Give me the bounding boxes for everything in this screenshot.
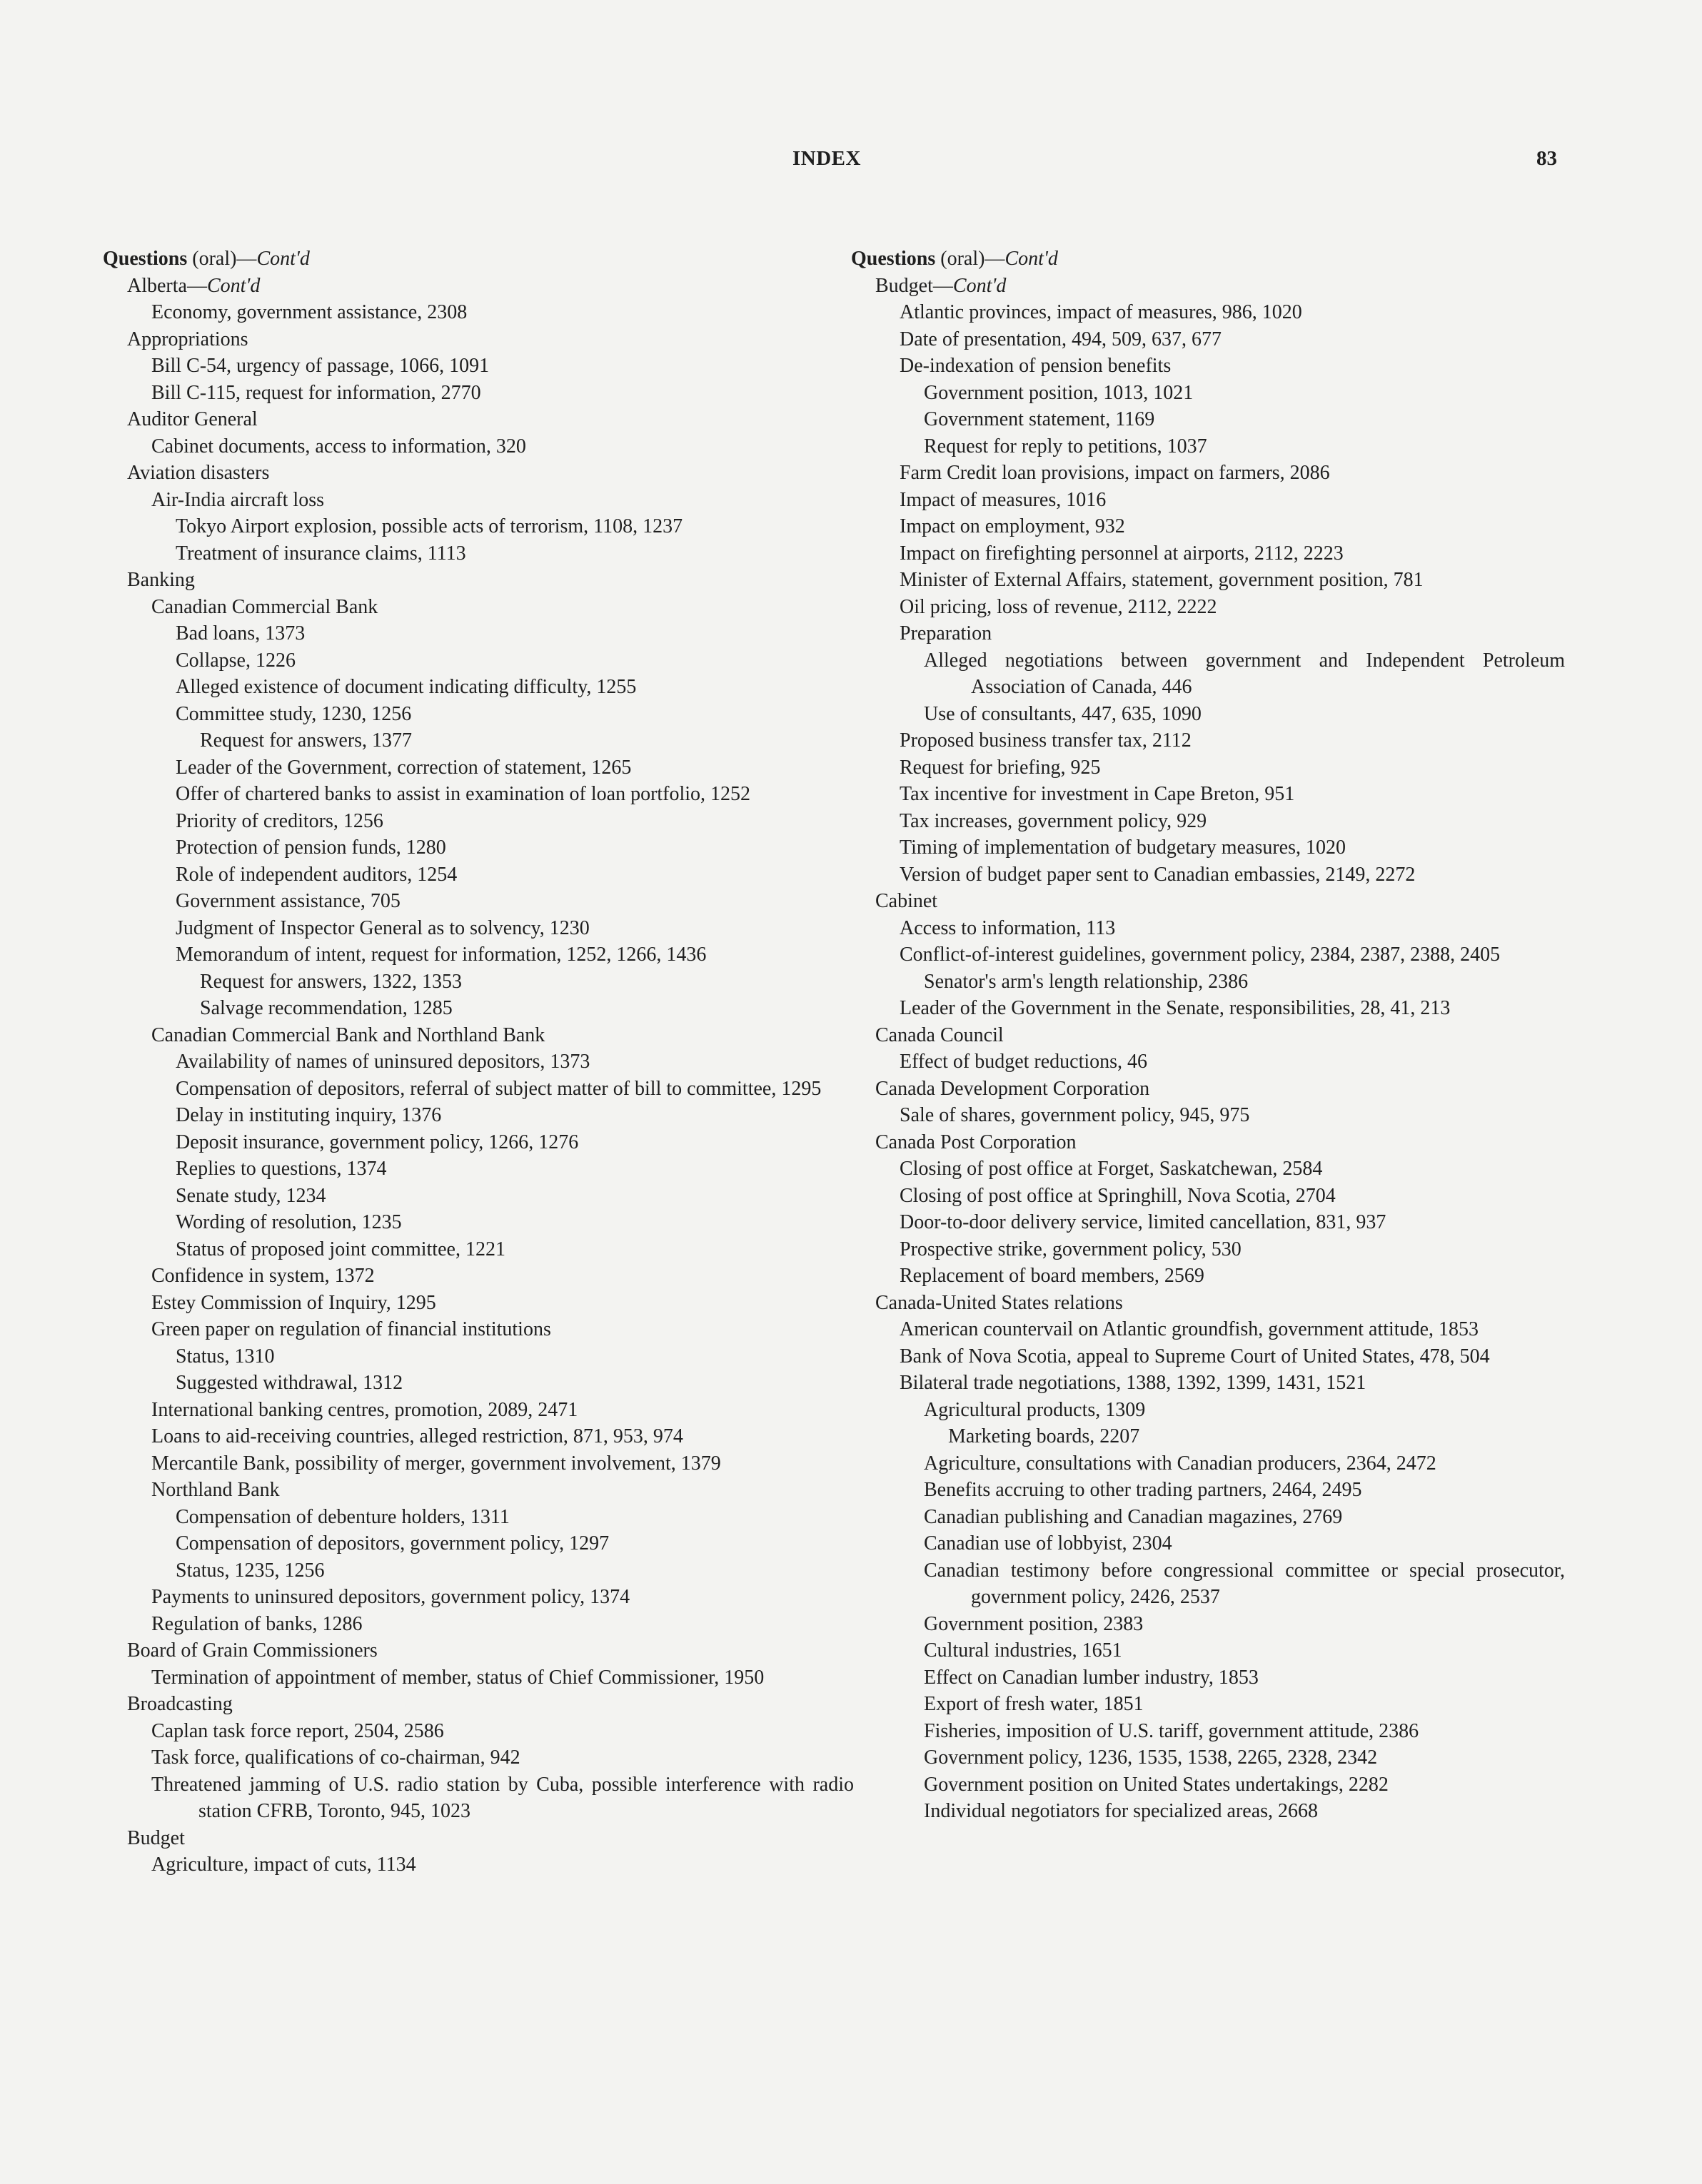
index-entry <box>151 353 854 380</box>
index-entry-text: Wording of resolution, 1235 <box>176 1211 402 1233</box>
index-entry-text: Marketing boards, 2207 <box>948 1425 1140 1447</box>
index-entry <box>151 1290 854 1317</box>
index-entry-text: Government position, 2383 <box>924 1612 1144 1635</box>
index-entry <box>176 754 854 782</box>
index-entry <box>900 460 1565 487</box>
index-entry <box>924 1450 1565 1477</box>
index-entry-text: Treatment of insurance claims, 1113 <box>176 542 466 565</box>
index-entry-text: Green paper on regulation of financial institutions <box>151 1318 551 1340</box>
index-entry-text: American countervail on Atlantic groundfish, government attitude, 1853 <box>900 1318 1479 1340</box>
index-entry-text: Estey Commission of Inquiry, 1295 <box>151 1291 436 1314</box>
index-entry <box>176 1076 854 1103</box>
index-entry <box>900 1048 1565 1076</box>
index-entry-text: Caplan task force report, 2504, 2586 <box>151 1719 444 1742</box>
index-entry <box>924 1477 1565 1504</box>
index-entry <box>200 995 854 1022</box>
index-entry <box>924 433 1565 460</box>
index-entry-text: Effect of budget reductions, 46 <box>900 1051 1148 1073</box>
index-entry-text: Offer of chartered banks to assist in examination of loan portfolio, 1252 <box>176 783 751 805</box>
index-entry <box>900 754 1565 782</box>
index-entry-text: Deposit insurance, government policy, 1266, 1276 <box>176 1131 579 1153</box>
index-entry <box>176 1129 854 1156</box>
index-entry-text: Suggested withdrawal, 1312 <box>176 1372 403 1394</box>
index-entry-text: Request for briefing, 925 <box>900 756 1101 779</box>
index-entry <box>900 1156 1565 1183</box>
index-entry <box>127 460 854 487</box>
index-entry <box>176 808 854 835</box>
index-entry-text: Banking <box>127 569 195 591</box>
index-entry <box>900 353 1565 380</box>
index-entry-text: Budget— <box>875 274 953 297</box>
index-entry <box>900 861 1565 889</box>
index-entry <box>127 1825 854 1852</box>
index-entry-text: Government policy, 1236, 1535, 1538, 2265, 2328, 2342 <box>924 1746 1378 1769</box>
index-entry <box>924 969 1565 996</box>
index-entry <box>176 1183 854 1210</box>
index-entry-text: Alleged existence of document indicating difficulty, 1255 <box>176 676 637 698</box>
index-entry <box>900 620 1565 647</box>
index-entry <box>151 487 854 514</box>
index-entry <box>900 995 1565 1022</box>
index-entry <box>900 1183 1565 1210</box>
index-entry-text: Fisheries, imposition of U.S. tariff, government attitude, 2386 <box>924 1719 1419 1742</box>
index-entry <box>151 1718 854 1745</box>
index-entry-text: Impact on employment, 932 <box>900 515 1125 537</box>
index-entry-text: Government position on United States undertakings, 2282 <box>924 1773 1389 1796</box>
index-entry-text: Preparation <box>900 622 992 644</box>
index-entry-text: Board of Grain Commissioners <box>127 1639 378 1662</box>
index-entry-text: Canada Development Corporation <box>875 1077 1150 1100</box>
index-entry <box>151 1022 854 1049</box>
index-entry <box>151 1450 854 1477</box>
index-entry-text: Government assistance, 705 <box>176 890 401 912</box>
index-entry <box>875 1129 1565 1156</box>
index-entry-text: Cultural industries, 1651 <box>924 1639 1122 1662</box>
index-entry-text: Salvage recommendation, 1285 <box>200 997 453 1019</box>
index-entry-text: Task force, qualifications of co-chairman, 942 <box>151 1746 520 1769</box>
index-entry <box>176 1236 854 1263</box>
index-entry-text: Door-to-door delivery service, limited cancellation, 831, 937 <box>900 1211 1386 1233</box>
index-entry-text: Senator's arm's length relationship, 2386 <box>924 970 1249 993</box>
index-entry-text: Economy, government assistance, 2308 <box>151 301 468 323</box>
index-entry-text: Northland Bank <box>151 1479 280 1501</box>
index-entry-text: Sale of shares, government policy, 945, 975 <box>900 1104 1250 1126</box>
index-entry-text: Role of independent auditors, 1254 <box>176 863 458 886</box>
index-entry-text: Agriculture, impact of cuts, 1134 <box>151 1854 416 1876</box>
index-entry-text: Bill C-54, urgency of passage, 1066, 1091 <box>151 355 490 377</box>
index-entry <box>127 1637 854 1664</box>
index-entry <box>176 1048 854 1076</box>
index-entry-text: Request for reply to petitions, 1037 <box>924 435 1207 457</box>
index-entry <box>176 1530 854 1557</box>
index-entry-text: Payments to uninsured depositors, government policy, 1374 <box>151 1586 630 1608</box>
heading-cont: Cont'd <box>256 248 310 270</box>
index-entry <box>176 1343 854 1370</box>
index-entry-text: Effect on Canadian lumber industry, 1853 <box>924 1666 1259 1689</box>
index-entry-text: Aviation disasters <box>127 462 270 484</box>
index-entry <box>924 1530 1565 1557</box>
index-entry-text: Use of consultants, 447, 635, 1090 <box>924 702 1202 725</box>
index-entry-text: Threatened jamming of U.S. radio station by Cuba, possible interference with radio station CFRB, Toronto, 945, 1023 <box>151 1773 854 1822</box>
index-entry-text: Replacement of board members, 2569 <box>900 1265 1204 1287</box>
index-entry <box>127 406 854 433</box>
index-entry-text: Compensation of debenture holders, 1311 <box>176 1505 510 1528</box>
index-entry-text: Prospective strike, government policy, 530 <box>900 1238 1242 1260</box>
index-entry <box>900 915 1565 942</box>
index-entry <box>924 1771 1565 1799</box>
index-entry-text: Proposed business transfer tax, 2112 <box>900 729 1192 752</box>
index-entry <box>900 540 1565 567</box>
heading-label: Questions <box>103 248 188 270</box>
index-entry-text: Memorandum of intent, request for information, 1252, 1266, 1436 <box>176 944 707 966</box>
index-column-left <box>103 246 854 1879</box>
index-entry-text: Agriculture, consultations with Canadian producers, 2364, 2472 <box>924 1452 1436 1475</box>
index-entry <box>176 915 854 942</box>
index-entry <box>900 487 1565 514</box>
index-entry-text: Status of proposed joint committee, 1221 <box>176 1238 505 1260</box>
index-entry <box>924 1637 1565 1664</box>
index-entry <box>875 1076 1565 1103</box>
index-entry <box>924 1798 1565 1825</box>
index-entry <box>176 1102 854 1129</box>
left-entry-list <box>103 273 854 1879</box>
index-entry-text: Canada-United States relations <box>875 1291 1123 1314</box>
index-entry <box>176 1370 854 1397</box>
column-heading <box>851 246 1565 273</box>
index-entry <box>924 1397 1565 1424</box>
index-entry-text: Delay in instituting inquiry, 1376 <box>176 1104 442 1126</box>
index-entry-text: Tax incentive for investment in Cape Breton, 951 <box>900 783 1295 805</box>
index-entry-text: Version of budget paper sent to Canadian embassies, 2149, 2272 <box>900 863 1416 886</box>
index-entry-text: Replies to questions, 1374 <box>176 1158 387 1180</box>
index-entry <box>176 674 854 701</box>
index-entry <box>176 1209 854 1236</box>
index-entry <box>875 273 1565 300</box>
index-entry <box>151 1744 854 1771</box>
index-entry <box>900 727 1565 754</box>
index-entry <box>924 1504 1565 1531</box>
index-entry <box>176 941 854 969</box>
index-entry <box>924 1718 1565 1745</box>
index-entry-text: Canadian use of lobbyist, 2304 <box>924 1532 1172 1554</box>
index-entry-text: Timing of implementation of budgetary measures, 1020 <box>900 836 1346 859</box>
index-entry <box>151 1771 854 1825</box>
index-entry <box>176 1156 854 1183</box>
index-entry-text: Agricultural products, 1309 <box>924 1398 1146 1421</box>
index-entry <box>900 808 1565 835</box>
heading-cont: Cont'd <box>1004 248 1058 270</box>
index-entry <box>176 513 854 540</box>
index-entry <box>200 727 854 754</box>
index-entry-text: Benefits accruing to other trading partners, 2464, 2495 <box>924 1479 1362 1501</box>
index-entry <box>151 1477 854 1504</box>
index-entry-text: Canadian Commercial Bank and Northland Bank <box>151 1023 545 1046</box>
index-entry <box>151 1263 854 1290</box>
index-entry-text: Minister of External Affairs, statement, government position, 781 <box>900 569 1424 591</box>
index-entry <box>900 1316 1565 1343</box>
index-entry-text: Tokyo Airport explosion, possible acts of terrorism, 1108, 1237 <box>176 515 683 537</box>
index-entry <box>176 861 854 889</box>
index-entry <box>151 594 854 621</box>
index-entry <box>900 1209 1565 1236</box>
index-entry-cont: Cont'd <box>206 274 261 297</box>
index-entry-text: Impact on firefighting personnel at airports, 2112, 2223 <box>900 542 1344 565</box>
index-entry <box>176 620 854 647</box>
index-entry-text: Status, 1235, 1256 <box>176 1559 325 1582</box>
index-entry-text: Request for answers, 1322, 1353 <box>200 970 463 993</box>
index-entry-text: Committee study, 1230, 1256 <box>176 702 412 725</box>
index-entry <box>924 1691 1565 1718</box>
index-entry-text: Cabinet documents, access to information, 320 <box>151 435 526 457</box>
index-entry-text: Bilateral trade negotiations, 1388, 1392, 1399, 1431, 1521 <box>900 1372 1366 1394</box>
index-entry-text: Export of fresh water, 1851 <box>924 1693 1144 1715</box>
index-entry-text: Closing of post office at Forget, Saskatchewan, 2584 <box>900 1158 1323 1180</box>
index-entry-text: Senate study, 1234 <box>176 1184 326 1207</box>
index-entry-text: Closing of post office at Springhill, Nova Scotia, 2704 <box>900 1184 1336 1207</box>
index-entry <box>924 701 1565 728</box>
index-entry-text: Air-India aircraft loss <box>151 488 325 511</box>
index-entry <box>900 834 1565 861</box>
index-entry-text: Priority of creditors, 1256 <box>176 809 383 832</box>
index-entry-text: Mercantile Bank, possibility of merger, government involvement, 1379 <box>151 1452 721 1475</box>
index-entry-text: Cabinet <box>875 890 938 912</box>
heading-suffix: (oral)— <box>935 248 1005 270</box>
index-entry <box>900 513 1565 540</box>
index-entry <box>900 1236 1565 1263</box>
index-entry <box>924 380 1565 407</box>
index-entry <box>176 540 854 567</box>
index-entry <box>924 1611 1565 1638</box>
column-heading <box>103 246 854 273</box>
index-entry <box>924 647 1565 701</box>
index-entry <box>127 326 854 353</box>
index-entry-text: Bank of Nova Scotia, appeal to Supreme Court of United States, 478, 504 <box>900 1345 1490 1367</box>
index-entry-text: Oil pricing, loss of revenue, 2112, 2222 <box>900 595 1217 618</box>
page-number: 83 <box>1536 147 1557 170</box>
index-entry <box>176 701 854 728</box>
index-entry <box>176 781 854 808</box>
index-entry-text: Conflict-of-interest guidelines, government policy, 2384, 2387, 2388, 2405 <box>900 944 1501 966</box>
index-entry-text: Alleged negotiations between government and Independent Petroleum Association of Canada, 446 <box>924 649 1565 698</box>
index-entry <box>176 647 854 674</box>
index-entry <box>924 1664 1565 1692</box>
index-entry-text: De-indexation of pension benefits <box>900 355 1172 377</box>
index-entry-text: Individual negotiators for specialized areas, 2668 <box>924 1800 1319 1822</box>
heading-label: Questions <box>851 248 936 270</box>
index-entry <box>924 1557 1565 1611</box>
index-entry <box>900 941 1565 969</box>
index-entry-text: Atlantic provinces, impact of measures, 986, 1020 <box>900 301 1302 323</box>
index-entry <box>176 1557 854 1584</box>
index-entry <box>875 888 1565 915</box>
index-entry <box>151 1664 854 1692</box>
index-column-right <box>851 246 1565 1825</box>
index-entry-text: Auditor General <box>127 408 258 430</box>
index-entry-text: Canada Post Corporation <box>875 1131 1077 1153</box>
index-entry-text: Farm Credit loan provisions, impact on farmers, 2086 <box>900 462 1330 484</box>
index-entry-text: Status, 1310 <box>176 1345 275 1367</box>
index-entry-text: Appropriations <box>127 328 248 350</box>
index-entry-text: Compensation of depositors, referral of subject matter of bill to committee, 1295 <box>176 1077 822 1100</box>
heading-suffix: (oral)— <box>187 248 257 270</box>
index-entry-text: Budget <box>127 1826 185 1849</box>
index-entry <box>924 1744 1565 1771</box>
index-entry-text: Alberta— <box>127 274 207 297</box>
index-entry <box>127 1691 854 1718</box>
index-entry <box>948 1423 1565 1450</box>
index-entry-text: Government statement, 1169 <box>924 408 1155 430</box>
index-entry <box>900 594 1565 621</box>
index-entry <box>127 273 854 300</box>
index-entry-text: Loans to aid-receiving countries, alleged restriction, 871, 953, 974 <box>151 1425 683 1447</box>
index-entry <box>151 1584 854 1611</box>
index-entry <box>176 834 854 861</box>
index-entry-text: Canadian testimony before congressional committee or special prosecutor, government policy, 2426, 2537 <box>924 1559 1565 1608</box>
index-entry <box>176 1504 854 1531</box>
index-entry <box>900 1343 1565 1370</box>
index-entry-text: Canada Council <box>875 1023 1004 1046</box>
index-entry-text: Canadian Commercial Bank <box>151 595 378 618</box>
index-entry-text: Termination of appointment of member, status of Chief Commissioner, 1950 <box>151 1666 765 1689</box>
index-entry <box>151 1423 854 1450</box>
index-entry-text: Judgment of Inspector General as to solvency, 1230 <box>176 916 590 939</box>
index-entry <box>151 1316 854 1343</box>
index-entry-text: Leader of the Government in the Senate, responsibilities, 28, 41, 213 <box>900 997 1451 1019</box>
index-entry <box>900 326 1565 353</box>
index-entry-text: Government position, 1013, 1021 <box>924 381 1194 404</box>
index-entry-text: Tax increases, government policy, 929 <box>900 809 1207 832</box>
index-entry <box>151 1851 854 1879</box>
index-entry-text: Bill C-115, request for information, 2770 <box>151 381 481 404</box>
index-entry-text: International banking centres, promotion, 2089, 2471 <box>151 1398 578 1421</box>
index-entry <box>900 1370 1565 1397</box>
index-entry <box>900 299 1565 326</box>
page-header <box>0 147 1702 183</box>
index-entry <box>900 567 1565 594</box>
index-entry <box>924 406 1565 433</box>
page-title: INDEX <box>792 147 861 170</box>
index-entry-text: Canadian publishing and Canadian magazines, 2769 <box>924 1505 1343 1528</box>
index-entry-text: Confidence in system, 1372 <box>151 1265 375 1287</box>
index-entry <box>151 1397 854 1424</box>
index-entry <box>200 969 854 996</box>
index-entry <box>176 888 854 915</box>
index-entry-text: Collapse, 1226 <box>176 649 296 672</box>
index-entry <box>127 567 854 594</box>
index-entry-text: Broadcasting <box>127 1693 233 1715</box>
index-entry <box>151 380 854 407</box>
index-entry-text: Impact of measures, 1016 <box>900 488 1107 511</box>
index-entry-text: Leader of the Government, correction of statement, 1265 <box>176 756 632 779</box>
index-entry-text: Availability of names of uninsured depositors, 1373 <box>176 1051 590 1073</box>
right-entry-list <box>851 273 1565 1825</box>
index-entry <box>900 1102 1565 1129</box>
index-entry-text: Regulation of banks, 1286 <box>151 1612 363 1635</box>
index-entry <box>151 433 854 460</box>
index-entry <box>875 1290 1565 1317</box>
index-entry-cont: Cont'd <box>952 274 1007 297</box>
index-entry-text: Date of presentation, 494, 509, 637, 677 <box>900 328 1222 350</box>
index-entry-text: Request for answers, 1377 <box>200 729 413 752</box>
index-entry <box>900 1263 1565 1290</box>
index-entry-text: Compensation of depositors, government policy, 1297 <box>176 1532 610 1554</box>
index-entry <box>151 299 854 326</box>
index-entry-text: Access to information, 113 <box>900 916 1116 939</box>
index-entry <box>875 1022 1565 1049</box>
index-entry <box>151 1611 854 1638</box>
index-entry-text: Protection of pension funds, 1280 <box>176 836 446 859</box>
index-entry <box>900 781 1565 808</box>
index-entry-text: Bad loans, 1373 <box>176 622 306 644</box>
